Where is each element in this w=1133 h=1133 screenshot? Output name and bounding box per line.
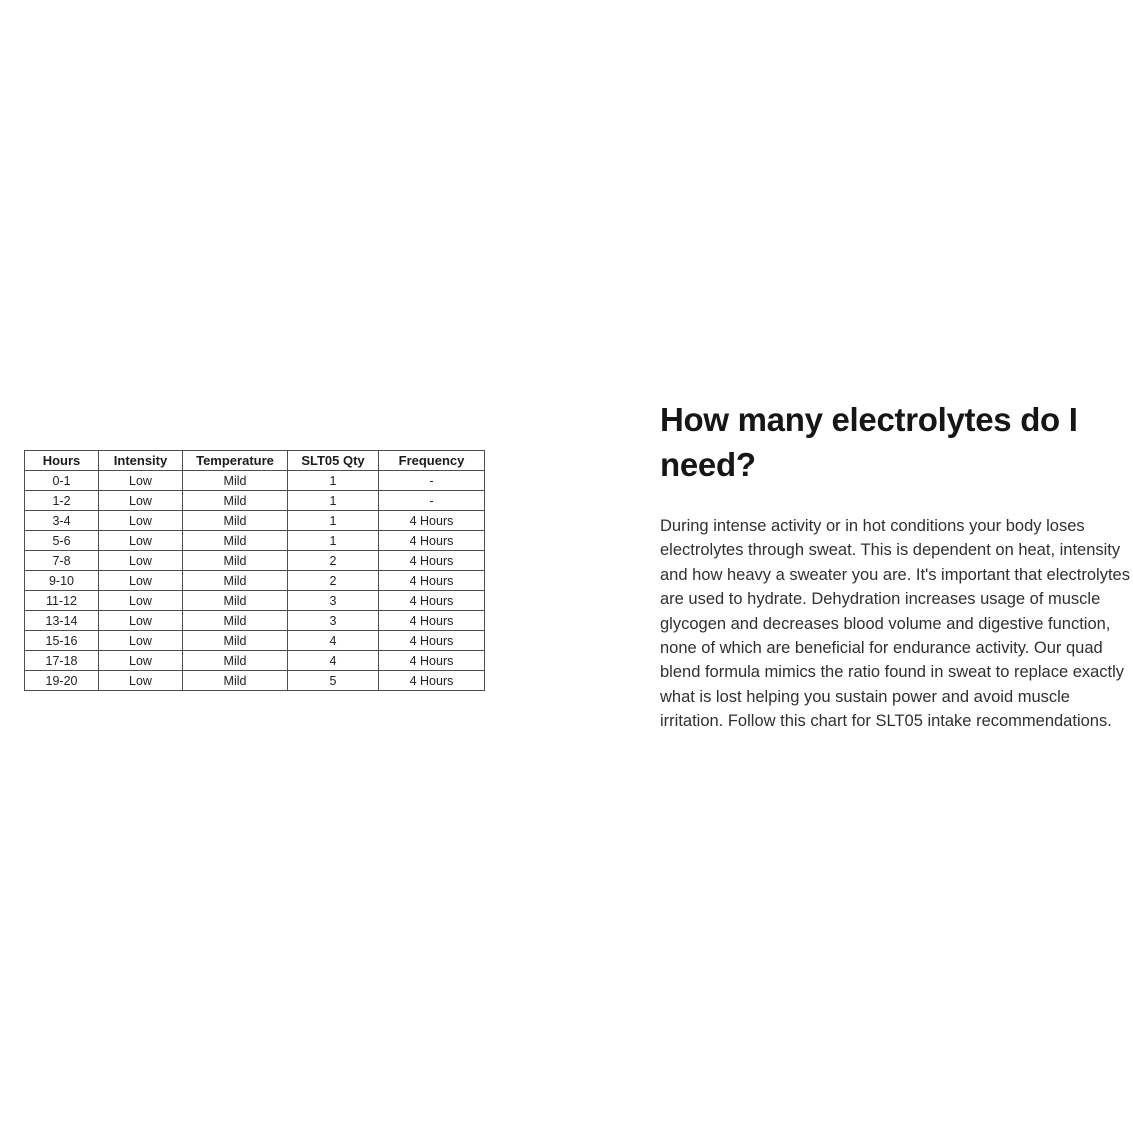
table-cell: 19-20 [25,671,99,691]
table-cell: Low [99,591,183,611]
table-row [25,631,485,651]
table-cell: Mild [183,531,288,551]
table-cell: 15-16 [25,631,99,651]
table-cell: 7-8 [25,551,99,571]
table-header-cell: Hours [25,451,99,471]
table-cell: 4 Hours [379,551,485,571]
table-cell: Low [99,651,183,671]
table-row [25,491,485,511]
info-section [660,397,1133,734]
table-cell: 2 [288,571,379,591]
table-row [25,591,485,611]
table-row [25,671,485,691]
table-cell: 4 Hours [379,511,485,531]
table-body [25,471,485,691]
table-cell: 1 [288,491,379,511]
table-cell: Low [99,471,183,491]
table-row [25,651,485,671]
table-cell: 4 [288,631,379,651]
table-cell: Low [99,511,183,531]
intake-recommendation-table-container [24,450,484,691]
table-cell: 4 Hours [379,571,485,591]
table-cell: 5-6 [25,531,99,551]
table-cell: 1 [288,531,379,551]
table-cell: Mild [183,671,288,691]
table-cell: 4 [288,651,379,671]
table-cell: 1 [288,471,379,491]
table-cell: Low [99,611,183,631]
table-cell: 17-18 [25,651,99,671]
table-header-cell: Temperature [183,451,288,471]
table-cell: Mild [183,651,288,671]
table-cell: 5 [288,671,379,691]
table-cell: 3 [288,591,379,611]
section-paragraph: During intense activity or in hot conditions your body loses electrolytes through sweat. This is dependent on heat, intensity and how heavy a sweater you are. It's important that electrolytes are used to hydrate. Dehydration increases usage of muscle glycogen and decreases blood volume and digestive function, none of which are beneficial for endurance activity. Our quad blend formula mimics the ratio found in sweat to replace exactly what is lost helping you sustain power and avoid muscle irritation. Follow this chart for SLT05 intake recommendations. [660,517,1130,731]
table-cell: Mild [183,471,288,491]
table-cell: 1-2 [25,491,99,511]
table-row [25,471,485,491]
table-cell: Low [99,491,183,511]
table-cell: 4 Hours [379,671,485,691]
table-cell: 2 [288,551,379,571]
table-cell: 4 Hours [379,631,485,651]
table-cell: - [379,491,485,511]
table-cell: 1 [288,511,379,531]
table-row [25,611,485,631]
table-cell: Mild [183,611,288,631]
table-cell: 3 [288,611,379,631]
table-cell: Low [99,631,183,651]
intake-recommendation-table [24,450,485,691]
table-header-cell: SLT05 Qty [288,451,379,471]
table-cell: Low [99,551,183,571]
table-cell: Mild [183,631,288,651]
table-cell: Mild [183,591,288,611]
section-heading: How many electrolytes do I need? [660,401,1078,483]
table-row [25,571,485,591]
table-header-row [25,451,485,471]
table-cell: Mild [183,551,288,571]
table-cell: 4 Hours [379,531,485,551]
table-cell: 4 Hours [379,611,485,631]
table-cell: - [379,471,485,491]
table-cell: 0-1 [25,471,99,491]
table-row [25,551,485,571]
table-header-cell: Frequency [379,451,485,471]
table-cell: 3-4 [25,511,99,531]
table-cell: 4 Hours [379,591,485,611]
table-row [25,511,485,531]
table-cell: 13-14 [25,611,99,631]
table-row [25,531,485,551]
table-cell: Mild [183,571,288,591]
table-cell: 4 Hours [379,651,485,671]
table-cell: Mild [183,491,288,511]
table-cell: Mild [183,511,288,531]
table-header-cell: Intensity [99,451,183,471]
table-cell: Low [99,571,183,591]
table-cell: 9-10 [25,571,99,591]
table-cell: Low [99,671,183,691]
table-cell: Low [99,531,183,551]
table-cell: 11-12 [25,591,99,611]
